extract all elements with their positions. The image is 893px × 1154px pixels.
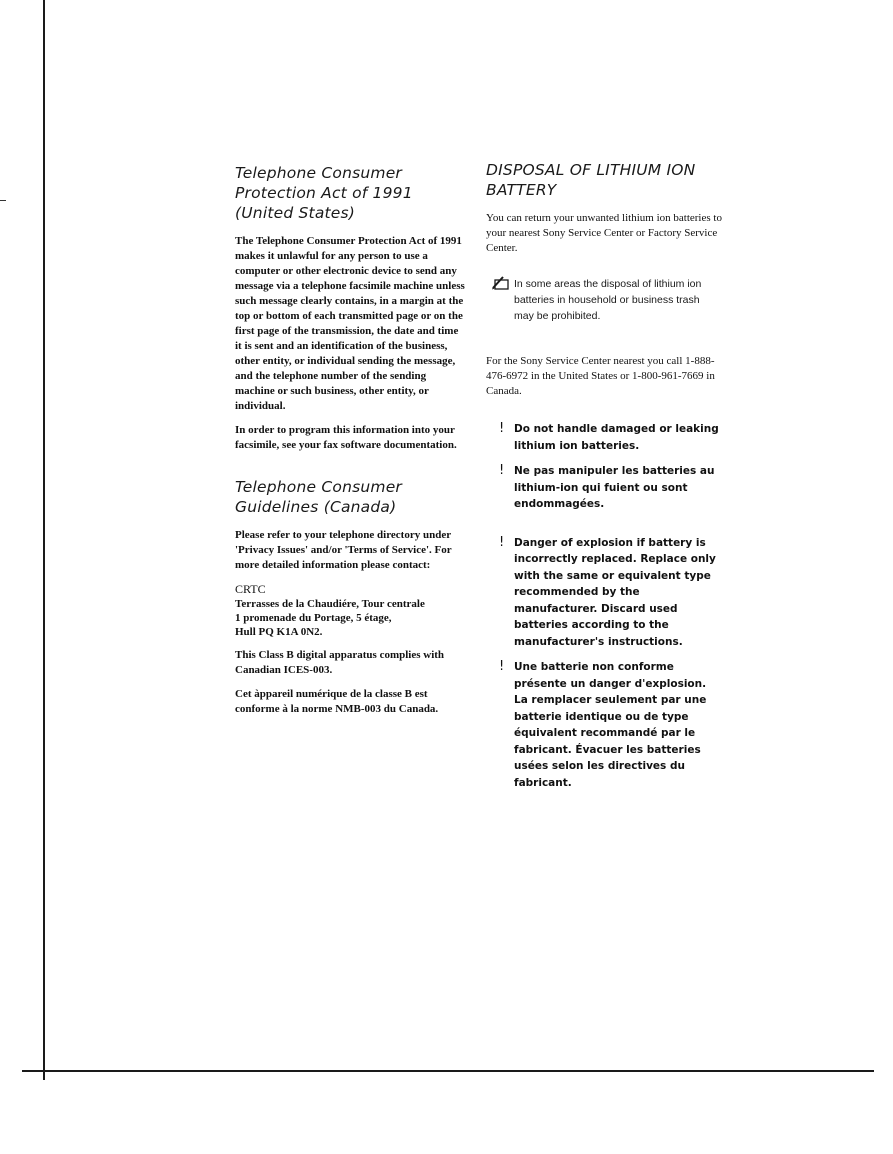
tcpa-heading bbox=[235, 163, 467, 223]
warning-damaged-en bbox=[486, 421, 722, 454]
address-line-3: Hull PQ K1A 0N2. bbox=[235, 626, 323, 638]
left-column bbox=[235, 163, 467, 726]
note-text: In some areas the disposal of lithium ion batteries in household or business trash may be prohibited. bbox=[514, 278, 702, 322]
warning-damaged-fr bbox=[486, 463, 722, 513]
warning-text: Danger of explosion if battery is incorrectly replaced. Replace only with the same or equivalent type recommended by the manufacturer. Discard used batteries according to the manufacturer's instructions. bbox=[514, 536, 716, 648]
tcpa-paragraph-2: In order to program this information into your facsimile, see your fax software documentation. bbox=[235, 424, 457, 451]
bottom-rule bbox=[22, 1070, 874, 1072]
service-center-paragraph: For the Sony Service Center nearest you call 1-888-476-6972 in the United States or 1-800-961-7669 in Canada. bbox=[486, 355, 715, 397]
warning-text: Do not handle damaged or leaking lithium ion batteries. bbox=[514, 423, 719, 452]
caution-icon: ! bbox=[499, 421, 505, 436]
left-margin-rule bbox=[43, 0, 45, 1080]
crtc-address bbox=[235, 582, 467, 639]
pencil-note-icon bbox=[492, 276, 510, 290]
canada-paragraph: Please refer to your telephone directory under 'Privacy Issues' and/or 'Terms of Service'. For more detailed information please contact: bbox=[235, 529, 452, 571]
class-b-statement-en: This Class B digital apparatus complies with Canadian ICES-003. bbox=[235, 649, 445, 676]
right-column bbox=[486, 160, 722, 800]
disposal-heading-line-1: DISPOSAL OF LITHIUM ION bbox=[486, 161, 696, 179]
class-b-statement-fr: Cet àppareil numérique de la classe B est conforme à la norme NMB-003 du Canada. bbox=[235, 688, 439, 715]
tcpa-paragraph-1: The Telephone Consumer Protection Act of 1991 makes it unlawful for any person to use a computer or other electronic device to send any message via a telephone facsimile machine unless such message clearly contains, in a margin at the top or bottom of each transmitted page or on the first page of the transmission, the date and time it is sent and an identification of the business, other entity, or individual sending the message, and the telephone number of the sending machine or such business, other entity, or individual. bbox=[235, 235, 465, 412]
tcpa-heading-line-1: Telephone Consumer bbox=[235, 164, 403, 182]
edge-tick-mark bbox=[0, 200, 6, 201]
address-line-2: 1 promenade du Portage, 5 étage, bbox=[235, 612, 392, 624]
caution-icon: ! bbox=[499, 659, 505, 674]
tcpa-heading-line-2: Protection Act of 1991 bbox=[235, 184, 413, 202]
canada-heading bbox=[235, 477, 467, 517]
disposal-note bbox=[486, 276, 722, 324]
address-line-1: Terrasses de la Chaudiére, Tour centrale bbox=[235, 598, 425, 610]
warning-text: Une batterie non conforme présente un danger d'explosion. La remplacer seulement par une batterie identique ou de type équivalent recommandé par le fabricant. Évacuer les batteries usées selon les directives du fabricant. bbox=[514, 661, 707, 789]
caution-icon: ! bbox=[499, 534, 505, 550]
disposal-heading bbox=[486, 160, 722, 200]
warning-explosion-fr bbox=[486, 659, 722, 791]
caution-icon: ! bbox=[499, 463, 505, 478]
tcpa-heading-line-3: (United States) bbox=[235, 204, 356, 222]
canada-heading-line-1: Telephone Consumer bbox=[235, 478, 403, 496]
battery-warnings bbox=[486, 421, 722, 791]
disposal-paragraph: You can return your unwanted lithium ion batteries to your nearest Sony Service Center or Factory Service Center. bbox=[486, 212, 722, 254]
disposal-heading-line-2: BATTERY bbox=[486, 181, 557, 199]
canada-heading-line-2: Guidelines (Canada) bbox=[235, 498, 397, 516]
warning-explosion-en bbox=[486, 535, 722, 651]
address-org: CRTC bbox=[235, 582, 266, 596]
warning-text: Ne pas manipuler les batteries au lithium-ion qui fuient ou sont endommagées. bbox=[514, 465, 715, 510]
